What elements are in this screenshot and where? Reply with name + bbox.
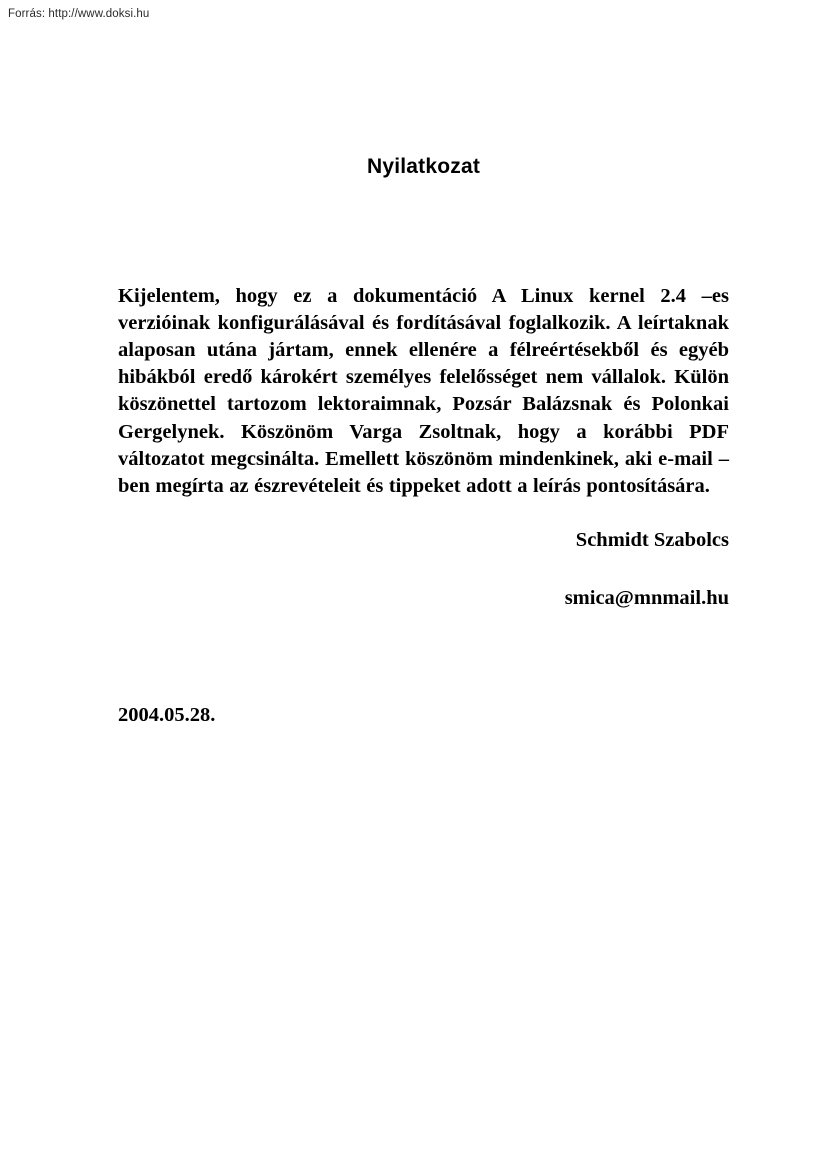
source-watermark: Forrás: http://www.doksi.hu (8, 8, 150, 20)
document-page (118, 0, 729, 1170)
page-title: Nyilatkozat (366, 155, 481, 179)
signature-email: smica@mnmail.hu (564, 587, 729, 609)
signature-name: Schmidt Szabolcs (575, 529, 729, 551)
statement-paragraph: Kijelentem, hogy ez a dokumentáció A Linux kernel 2.4 –es verzióinak konfigurálásával és fordításával foglalkozik. A leírtaknak alaposan utána jártam, ennek ellenére a félreértésekből és egyéb hibákból eredő károkért személyes felelősséget nem vállalok. Külön köszönettel tartozom lektoraimnak, Pozsár Balázsnak és Polonkai Gergelynek. Köszönöm Varga Zsoltnak, hogy a korábbi PDF változatot megcsinálta. Emellett köszönöm mindenkinek, aki e-mail –ben megírta az észrevételeit és tippeket adott a leírás pontosítására. (118, 284, 729, 497)
document-date: 2004.05.28. (118, 704, 216, 726)
